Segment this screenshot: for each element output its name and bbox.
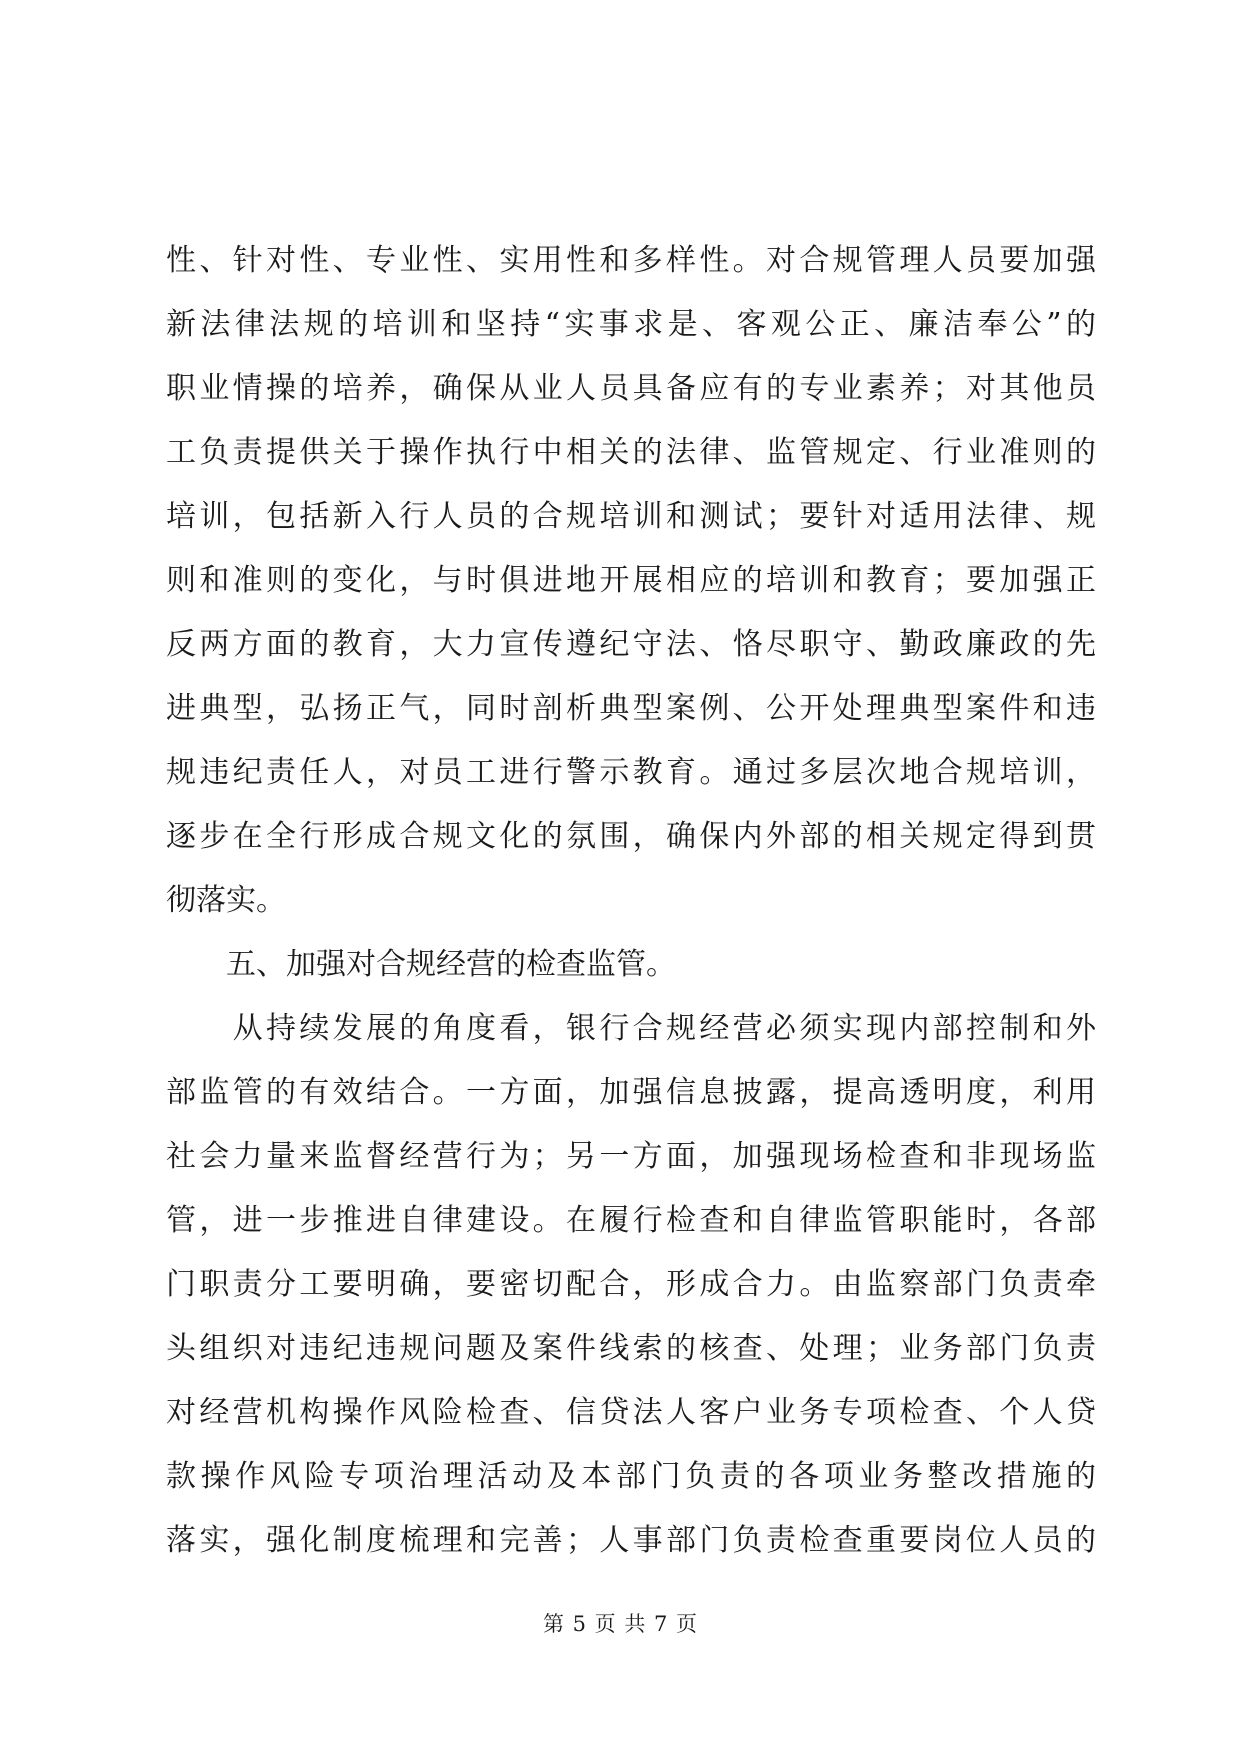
- text-line: 款操作风险专项治理活动及本部门负责的各项业务整改措施的: [166, 1459, 1096, 1494]
- text-line: 落实，强化制度梳理和完善；人事部门负责检查重要岗位人员的: [166, 1523, 1096, 1558]
- text-line: 则和准则的变化，与时俱进地开展相应的培训和教育；要加强正: [166, 563, 1096, 598]
- page-number-footer: 第 5 页 共 7 页: [542, 1612, 699, 1636]
- text-line: 部监管的有效结合。一方面，加强信息披露，提高透明度，利用: [166, 1075, 1096, 1110]
- text-line: 工负责提供关于操作执行中相关的法律、监管规定、行业准则的: [166, 435, 1096, 470]
- section-heading: 五、加强对合规经营的检查监管。: [166, 947, 676, 982]
- text-line: 门职责分工要明确，要密切配合，形成合力。由监察部门负责牵: [166, 1267, 1096, 1302]
- text-line: 反两方面的教育，大力宣传遵纪守法、恪尽职守、勤政廉政的先: [166, 627, 1096, 662]
- text-line: 规违纪责任人，对员工进行警示教育。通过多层次地合规培训，: [166, 755, 1096, 790]
- text-line: 头组织对违纪违规问题及案件线索的核查、处理；业务部门负责: [166, 1331, 1096, 1366]
- text-line: 性、针对性、专业性、实用性和多样性。对合规管理人员要加强: [166, 243, 1096, 278]
- text-line: 对经营机构操作风险检查、信贷法人客户业务专项检查、个人贷: [166, 1395, 1096, 1430]
- text-line: 职业情操的培养，确保从业人员具备应有的专业素养；对其他员: [166, 371, 1096, 406]
- text-line: 逐步在全行形成合规文化的氛围，确保内外部的相关规定得到贯: [166, 819, 1096, 854]
- text-line: 彻落实。: [166, 883, 286, 918]
- text-line: 新法律法规的培训和坚持“实事求是、客观公正、廉洁奉公”的: [166, 307, 1096, 342]
- text-line: 从持续发展的角度看，银行合规经营必须实现内部控制和外: [166, 1011, 1096, 1046]
- text-line: 培训，包括新入行人员的合规培训和测试；要针对适用法律、规: [166, 499, 1096, 534]
- text-line: 社会力量来监督经营行为；另一方面，加强现场检查和非现场监: [166, 1139, 1096, 1174]
- text-line: 管，进一步推进自律建设。在履行检查和自律监管职能时，各部: [166, 1203, 1096, 1238]
- body-text: [166, 229, 1096, 1573]
- text-line: 进典型，弘扬正气，同时剖析典型案例、公开处理典型案件和违: [166, 691, 1096, 726]
